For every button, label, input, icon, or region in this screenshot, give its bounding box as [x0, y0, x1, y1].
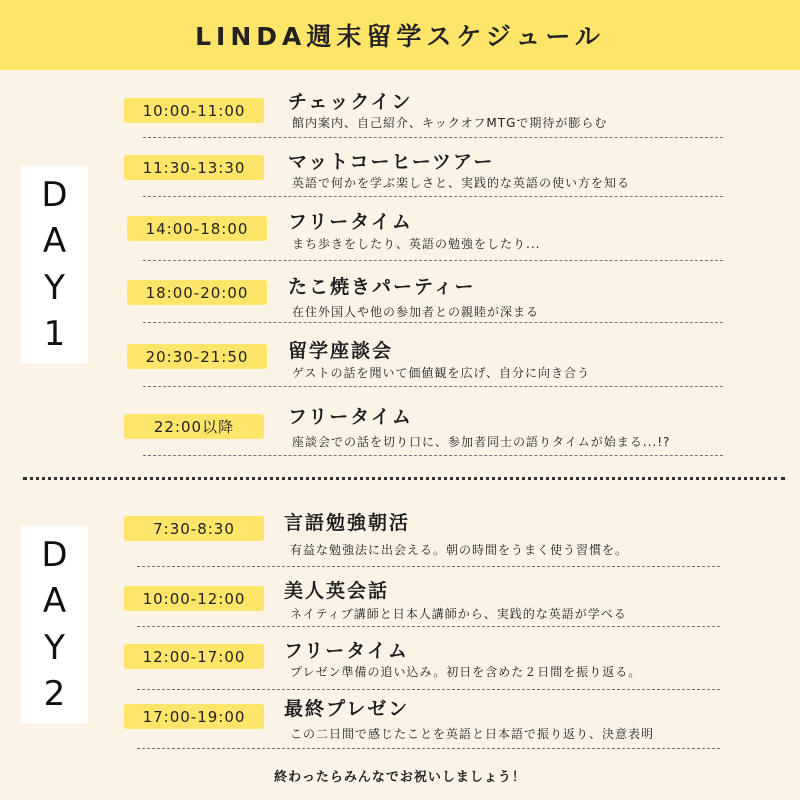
item-separator [143, 455, 723, 456]
item-title: フリータイム [284, 640, 409, 662]
item-title: 最終プレゼン [284, 698, 410, 720]
day2-letter: D [41, 535, 68, 576]
day2-letter: 2 [43, 673, 66, 714]
closing-message: 終わったらみんなでお祝いしましょう！ [274, 770, 526, 785]
item-separator [137, 689, 720, 690]
item-separator [143, 386, 723, 387]
day2-letter: A [42, 581, 67, 622]
item-title: マットコーヒーツアー [288, 151, 495, 173]
item-separator [143, 196, 723, 197]
item-separator [143, 137, 723, 138]
item-description: まち歩きをしたり、英語の勉強をしたり... [292, 237, 541, 251]
day1-letter: A [42, 221, 67, 262]
time-badge: 10:00-11:00 [124, 98, 264, 123]
item-title: フリータイム [288, 406, 413, 428]
item-description: 館内案内、自己紹介、キックオフMTGで期待が膨らむ [292, 116, 608, 130]
item-description: ゲストの話を聞いて価値観を広げ、自分に向き合う [292, 366, 591, 380]
item-title: 美人英会話 [284, 580, 390, 602]
time-badge: 7:30-8:30 [124, 516, 264, 541]
time-badge: 10:00-12:00 [124, 586, 264, 611]
item-description: プレゼン準備の追い込み。初日を含めた２日間を振り返る。 [290, 665, 642, 679]
day2-letter: Y [44, 627, 65, 668]
item-description: ネイティブ講師と日本人講師から、実践的な英語が学べる [290, 607, 627, 621]
day1-letter: D [41, 175, 68, 216]
item-title: 言語勉強朝活 [284, 512, 411, 534]
day1-label [21, 166, 88, 363]
item-separator [143, 322, 723, 323]
item-title: 留学座談会 [288, 340, 394, 362]
item-description: 英語で何かを学ぶ楽しさと、実践的な英語の使い方を知る [292, 176, 631, 190]
time-badge: 14:00-18:00 [127, 216, 267, 241]
item-separator [137, 748, 720, 749]
item-description: 在住外国人や他の参加者との親睦が深まる [292, 305, 540, 319]
time-badge: 18:00-20:00 [127, 280, 267, 305]
header-banner [0, 0, 800, 70]
item-separator [137, 626, 720, 627]
day1-letter: Y [44, 267, 65, 308]
item-description: この二日間で感じたことを英語と日本語で振り返り、決意表明 [290, 727, 655, 741]
time-badge: 22:00以降 [124, 414, 264, 439]
item-separator [143, 260, 723, 261]
day1-letter: 1 [43, 313, 66, 354]
time-badge: 20:30-21:50 [127, 344, 267, 369]
page-title: LINDA週末留学スケジュール [195, 22, 605, 51]
item-title: たこ焼きパーティー [288, 276, 476, 298]
item-description: 有益な勉強法に出会える。朝の時間をうまく使う習慣を。 [290, 543, 629, 557]
time-badge: 17:00-19:00 [124, 704, 264, 729]
day2-label [21, 526, 88, 723]
item-title: チェックイン [288, 91, 413, 113]
day-divider [23, 477, 785, 480]
time-badge: 11:30-13:30 [124, 155, 264, 180]
item-separator [137, 566, 720, 567]
item-description: 座談会での話を切り口に、参加者同士の語りタイムが始まる...!? [292, 435, 671, 449]
item-title: フリータイム [288, 211, 413, 233]
time-badge: 12:00-17:00 [124, 644, 264, 669]
